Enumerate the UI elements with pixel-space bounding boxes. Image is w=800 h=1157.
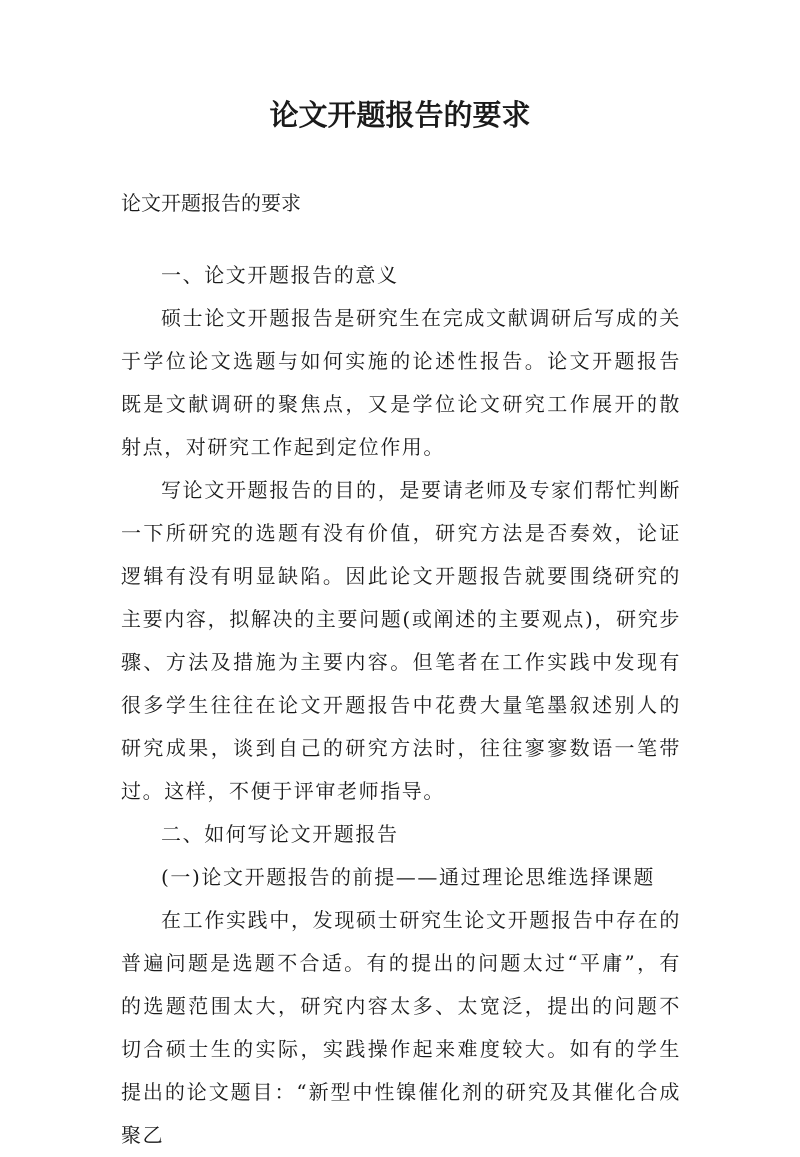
section-heading: 一、论文开题报告的意义 bbox=[161, 263, 399, 287]
body-paragraph: 写论文开题报告的目的，是要请老师及专家们帮忙判断一下所研究的选题有没有价值，研究方法是否奏效，论证逻辑有没有明显缺陷。因此论文开题报告就要围绕研究的主要内容，拟解决的主要问题(或阐述的主要观点)，研究步骤、方法及措施为主要内容。但笔者在工作实践中发现有很多学生往往在论文开题报告中花费大量笔墨叙述别人的研究成果，谈到自己的研究方法时，往往寥寥数语一笔带过。这样，不便于评审老师指导。 bbox=[121, 478, 681, 803]
body-paragraph: 硕士论文开题报告是研究生在完成文献调研后写成的关于学位论文选题与如何实施的论述性报告。论文开题报告既是文献调研的聚焦点，又是学位论文研究工作展开的散射点，对研究工作起到定位作用。 bbox=[121, 306, 681, 459]
document-body bbox=[121, 254, 681, 1157]
section-heading: 二、如何写论文开题报告 bbox=[161, 822, 399, 846]
document-subtitle: 论文开题报告的要求 bbox=[121, 191, 301, 215]
document-title: 论文开题报告的要求 bbox=[269, 98, 531, 132]
body-paragraph: 在工作实践中，发现硕士研究生论文开题报告中存在的普遍问题是选题不合适。有的提出的问题太过“平庸”，有的选题范围太大，研究内容太多、太宽泛，提出的问题不切合硕士生的实际，实践操作起来难度较大。如有的学生提出的论文题目：“新型中性镍催化剂的研究及其催化合成聚乙 bbox=[121, 908, 681, 1147]
subsection-heading: (一)论文开题报告的前提——通过理论思维选择课题 bbox=[161, 865, 656, 889]
